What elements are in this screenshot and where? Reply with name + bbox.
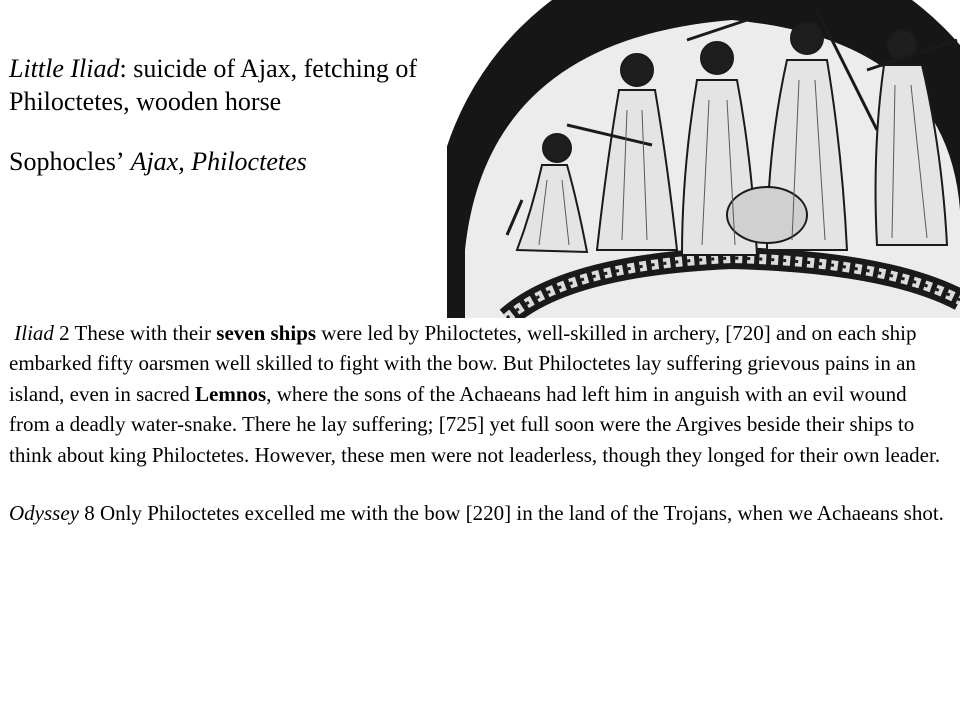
sophocles-works: Ajax, Philoctetes	[124, 147, 307, 176]
odyssey-text: 8 Only Philoctetes excelled me with the bow [220] in the land of the Trojans, when we Achaeans shot.	[78, 501, 944, 526]
little-iliad-title: Little Iliad	[9, 54, 120, 83]
little-iliad-line	[9, 52, 449, 118]
iliad-passage	[9, 318, 949, 470]
odyssey-passage	[9, 498, 949, 528]
little-iliad-description: : suicide of Ajax, fetching of Philoctetes, wooden horse	[9, 54, 417, 116]
sophocles-prefix: Sophocles’	[9, 147, 125, 176]
body-text	[9, 318, 949, 528]
lemnos-emphasis: Lemnos	[195, 381, 267, 406]
kylix-image	[447, 0, 960, 318]
seven-ships-emphasis: seven ships	[216, 321, 317, 345]
sophocles-line	[9, 145, 449, 178]
iliad-source-title: Iliad	[14, 321, 54, 345]
iliad-book-intro: 2 These with their	[53, 321, 217, 345]
odyssey-source-title: Odyssey	[9, 501, 79, 526]
heading-block	[9, 52, 449, 178]
iliad-text-a: were led by Philoctetes, well-skilled in archery, [720] and on each ship embarked fifty oarsmen well skilled to fight with the bow. But Philoctetes lay suffering grievous pains in an island, even in sacred	[9, 321, 917, 406]
iliad-text-b: , where the sons of the Achaeans had left him in anguish with an evil wound from a deadly water-snake. There he lay suffering; [725] yet full soon were the Argives beside their ships to think about king Philoctetes. However, these men were not leaderless, though they longed for their own leader.	[9, 381, 941, 467]
